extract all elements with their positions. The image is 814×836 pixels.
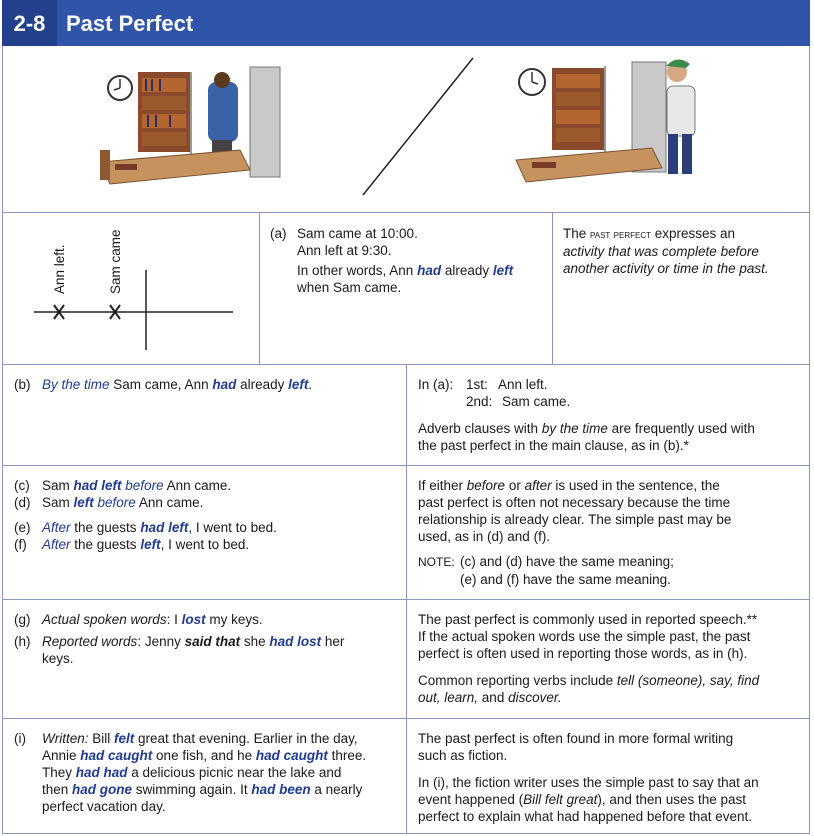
text: out, learn, [418, 690, 479, 705]
divider [552, 212, 553, 364]
a-line1: Sam came at 10:00. [297, 226, 418, 241]
text: Common reporting verbs include [418, 673, 617, 688]
a-had: had [417, 263, 442, 278]
text: such as fiction. [418, 748, 508, 763]
text: The past perfect is often found in more formal writing [418, 731, 734, 746]
label-a: (a) [270, 226, 287, 241]
f-left: left [140, 537, 161, 552]
text: Ann came. [163, 478, 232, 493]
h-had-lost: had lost [269, 634, 322, 649]
explanation-c-f [418, 477, 803, 588]
text: swimming again. It [132, 782, 252, 797]
text: Sam [42, 495, 74, 510]
text: , I went to bed. [188, 520, 277, 535]
divider [259, 212, 260, 364]
label-d: (d) [14, 495, 31, 510]
i-had-been: had been [251, 782, 311, 797]
text: : Jenny [137, 634, 185, 649]
label-b: (b) [14, 377, 31, 392]
text: Ann left. [498, 377, 548, 392]
text: Sam [42, 478, 74, 493]
text: my keys. [205, 612, 263, 627]
a-line4: when Sam came. [297, 280, 402, 295]
e-after: After [42, 520, 71, 535]
text: keys. [42, 651, 74, 666]
examples-g-h [14, 611, 399, 667]
text: before [466, 478, 506, 493]
d-before: before [97, 495, 136, 510]
text: Bill felt great [523, 792, 598, 807]
text: are frequently used with [607, 421, 755, 436]
a-text: already [441, 263, 493, 278]
text: discover. [508, 690, 562, 705]
c-had-left: had left [73, 478, 122, 493]
diagonal-line [355, 50, 485, 200]
example-a [270, 225, 545, 296]
text: ), and then uses the past [597, 792, 746, 807]
f-after: After [42, 537, 71, 552]
text: by the time [541, 421, 608, 436]
text: . [308, 377, 313, 392]
example-i [14, 730, 399, 815]
text: Annie [42, 748, 81, 763]
timeline-diagram [28, 222, 243, 352]
header [2, 0, 810, 46]
label-e: (e) [14, 520, 31, 535]
example-b [14, 376, 399, 393]
text: In (a): [418, 377, 454, 392]
explanation-a [563, 225, 803, 277]
a-left: left [492, 263, 514, 278]
label-g: (g) [14, 612, 31, 627]
text: a delicious picnic near the lake and [127, 765, 342, 780]
b-had: had [212, 377, 237, 392]
text: Actual spoken words [42, 612, 167, 627]
text: another activity or time in the past. [563, 261, 769, 276]
text: then [42, 782, 73, 797]
text: (e) and (f) have the same meaning. [460, 572, 671, 587]
text: a nearly [310, 782, 363, 797]
label-sam-came: Sam came [108, 229, 123, 294]
illustration-right [512, 52, 717, 187]
text: the guests [70, 537, 141, 552]
text: event happened ( [418, 792, 524, 807]
text: past perfect is often not necessary because the time [418, 495, 731, 510]
text: 1st: [466, 377, 488, 392]
text: already [236, 377, 289, 392]
text: The past perfect is commonly used in reported speech.** [418, 612, 758, 627]
text: her [321, 634, 345, 649]
text: one fish, and he [152, 748, 256, 763]
text: In (i), the fiction writer uses the simple past to say that an [418, 775, 759, 790]
label-h: (h) [14, 634, 31, 649]
label-i: (i) [14, 731, 26, 746]
text: If either [418, 478, 467, 493]
label-ann-left: Ann left. [52, 244, 67, 294]
text: They [42, 765, 76, 780]
text: Ann came. [135, 495, 204, 510]
text: the guests [70, 520, 141, 535]
term-past-perfect: past perfect [590, 227, 651, 241]
text: tell (someone), say, find [616, 673, 760, 688]
text: is used in the sentence, the [551, 478, 720, 493]
text: Reported words [42, 634, 138, 649]
b-left: left [288, 377, 309, 392]
text: expresses an [651, 226, 736, 241]
text: , I went to bed. [160, 537, 250, 552]
text: Sam came, Ann [109, 377, 213, 392]
i-had-had: had had [75, 765, 128, 780]
note-label: NOTE: [418, 555, 455, 569]
text: Bill [88, 731, 115, 746]
text: perfect vacation day. [42, 799, 166, 814]
text: (c) and (d) have the same meaning; [460, 554, 674, 569]
text: great that evening. Earlier in the day, [134, 731, 358, 746]
explanation-g-h [418, 611, 803, 706]
a-line2: Ann left at 9:30. [297, 243, 392, 258]
text: : I [166, 612, 182, 627]
c-before: before [125, 478, 164, 493]
label-f: (f) [14, 537, 27, 552]
label-c: (c) [14, 478, 30, 493]
text: Adverb clauses with [418, 421, 542, 436]
g-lost: lost [181, 612, 206, 627]
text: and [478, 690, 509, 705]
text: three. [327, 748, 367, 763]
d-left: left [73, 495, 94, 510]
a-text: In other words, Ann [297, 263, 418, 278]
text: By the time [42, 377, 110, 392]
text: she [240, 634, 270, 649]
section-number: 2-8 [2, 0, 57, 46]
examples-c-f [14, 477, 399, 553]
text: or [505, 478, 525, 493]
text: used, as in (d) and (f). [418, 529, 551, 544]
text: Sam came. [502, 394, 571, 409]
i-felt: felt [114, 731, 135, 746]
illustration-left [100, 62, 300, 187]
i-had-caught: had caught [255, 748, 328, 763]
text: 2nd: [466, 394, 493, 409]
section-title: Past Perfect [66, 11, 194, 36]
text: the past perfect in the main clause, as in (b).* [418, 438, 689, 453]
text: activity that was complete before [563, 244, 759, 259]
i-had-caught: had caught [80, 748, 153, 763]
text: If the actual spoken words use the simple past, the past [418, 629, 751, 644]
explanation-b [418, 376, 803, 454]
text: Written: [42, 731, 89, 746]
i-had-gone: had gone [72, 782, 133, 797]
divider [2, 212, 810, 213]
e-had-left: had left [140, 520, 189, 535]
text: The [563, 226, 591, 241]
text: relationship is already clear. The simple past may be [418, 512, 732, 527]
h-said-that: said that [184, 634, 241, 649]
explanation-i [418, 730, 803, 825]
text: perfect to explain what had happened before that event. [418, 809, 752, 824]
divider [406, 364, 407, 834]
text: perfect is often used in reporting those words, as in (h). [418, 646, 748, 661]
text: after [524, 478, 552, 493]
